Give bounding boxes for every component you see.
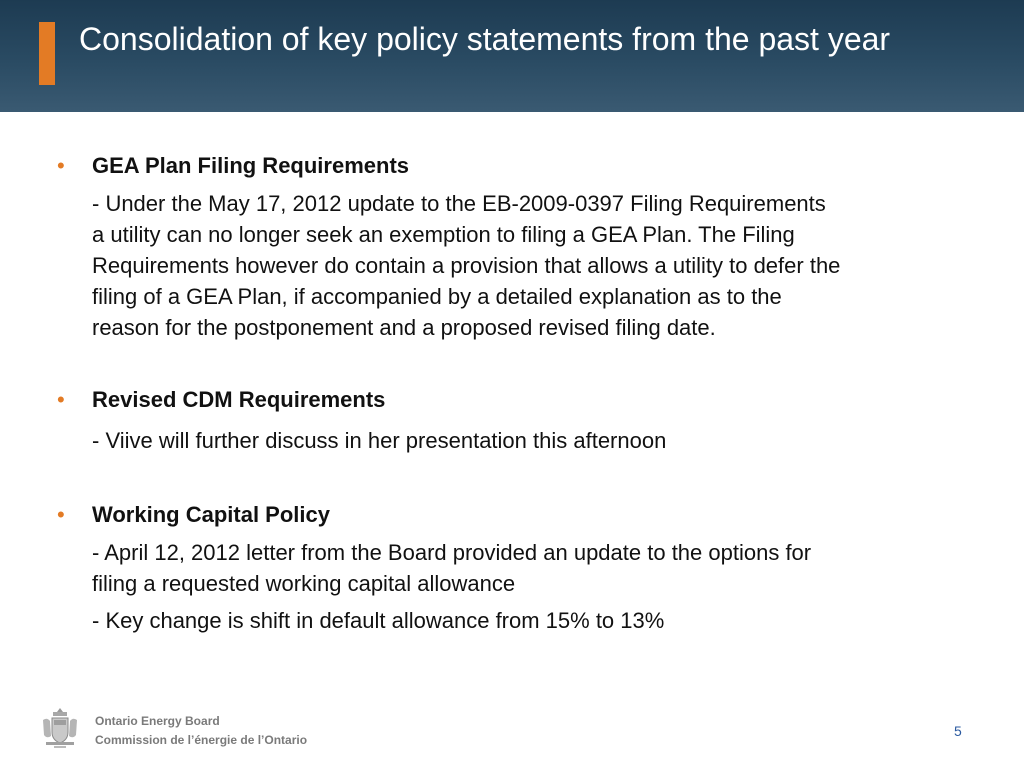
title-banner bbox=[0, 0, 1024, 112]
paragraph-line: - Viive will further discuss in her presentation this afternoon bbox=[92, 428, 667, 453]
section-paragraph bbox=[92, 605, 972, 636]
accent-bar bbox=[39, 22, 55, 85]
bullet-marker: • bbox=[57, 153, 65, 178]
section-paragraph bbox=[92, 425, 972, 456]
bullet-marker: • bbox=[57, 387, 65, 412]
paragraph-line: - Under the May 17, 2012 update to the EB-2009-0397 Filing Requirements bbox=[92, 191, 826, 216]
slide-title: Consolidation of key policy statements from the past year bbox=[79, 21, 891, 57]
paragraph-line: reason for the postponement and a proposed revised filing date. bbox=[92, 315, 716, 340]
bullet-marker: • bbox=[57, 502, 65, 527]
paragraph-line: - Key change is shift in default allowance from 15% to 13% bbox=[92, 608, 665, 633]
org-name-english: Ontario Energy Board bbox=[95, 714, 220, 728]
section-heading: GEA Plan Filing Requirements bbox=[92, 153, 410, 178]
paragraph-line: Requirements however do contain a provision that allows a utility to defer the bbox=[92, 253, 841, 278]
paragraph-line: filing of a GEA Plan, if accompanied by a detailed explanation as to the bbox=[92, 284, 782, 309]
paragraph-line: - April 12, 2012 letter from the Board provided an update to the options for bbox=[92, 540, 812, 565]
section-paragraph bbox=[92, 537, 972, 599]
ontario-coat-of-arms-icon bbox=[40, 706, 80, 750]
page-number: 5 bbox=[954, 723, 962, 739]
section-paragraph bbox=[92, 188, 972, 343]
paragraph-line: filing a requested working capital allowance bbox=[92, 571, 516, 596]
org-name-french: Commission de l’énergie de l’Ontario bbox=[95, 733, 308, 747]
section-heading: Revised CDM Requirements bbox=[92, 387, 386, 412]
paragraph-line: a utility can no longer seek an exemption to filing a GEA Plan. The Filing bbox=[92, 222, 795, 247]
section-heading: Working Capital Policy bbox=[92, 502, 330, 527]
